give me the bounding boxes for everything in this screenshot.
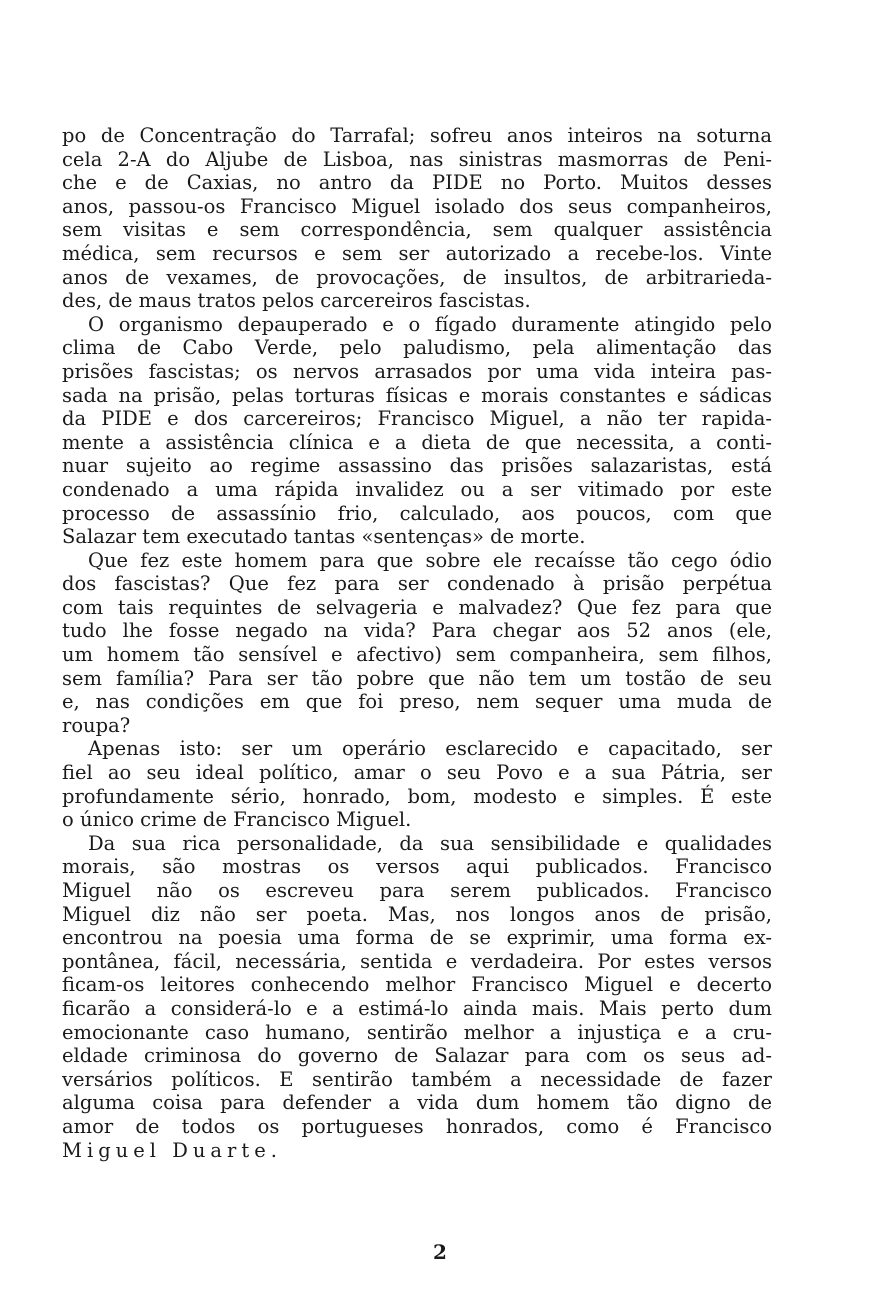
text-line: morais, são mostras os versos aqui publicados. Francisco: [62, 855, 772, 879]
text-line: médica, sem recursos e sem ser autorizado a recebe-los. Vinte: [62, 241, 772, 265]
text-line: alguma coisa para defender a vida dum homem tão digno de: [62, 1091, 772, 1115]
text-line: anos de vexames, de provocações, de insultos, de arbitrarieda-: [62, 265, 772, 289]
text-line: prisões fascistas; os nervos arrasados por uma vida inteira pas-: [62, 359, 772, 383]
text-line: amor de todos os portugueses honrados, como é Francisco: [62, 1114, 772, 1138]
text-line-author-name: Miguel Duarte.: [62, 1138, 282, 1162]
text-line: clima de Cabo Verde, pelo paludismo, pela alimentação das: [62, 336, 772, 360]
text-line: processo de assassínio frio, calculado, aos poucos, com que: [62, 501, 772, 525]
text-line: des, de maus tratos pelos carcereiros fascistas.: [62, 289, 531, 313]
text-line: roupa?: [62, 713, 131, 737]
text-line: Miguel diz não ser poeta. Mas, nos longos anos de prisão,: [62, 902, 772, 926]
text-line: Apenas isto: ser um operário esclarecido e capacitado, ser: [88, 737, 772, 761]
text-line: dos fascistas? Que fez para ser condenado à prisão perpétua: [62, 572, 772, 596]
text-line: com tais requintes de selvageria e malvadez? Que fez para que: [62, 595, 772, 619]
text-line: um homem tão sensível e afectivo) sem companheira, sem filhos,: [62, 643, 772, 667]
text-line: Miguel não os escreveu para serem publicados. Francisco: [62, 879, 772, 902]
text-line: encontrou na poesia uma forma de se exprimir, uma forma ex-: [62, 926, 772, 950]
text-line: ficam-os leitores conhecendo melhor Francisco Miguel e decerto: [62, 973, 772, 997]
text-line: eldade criminosa do governo de Salazar para com os seus ad-: [62, 1044, 772, 1068]
text-line: anos, passou-os Francisco Miguel isolado dos seus companheiros,: [62, 194, 772, 218]
paragraph-4: [62, 737, 772, 831]
text-line: mente a assistência clínica e a dieta de que necessita, a conti-: [62, 430, 772, 454]
text-line: tudo lhe fosse negado na vida? Para chegar aos 52 anos (ele,: [62, 619, 772, 643]
text-line: e, nas condições em que foi preso, nem sequer uma muda de: [62, 690, 772, 714]
text-line: che e de Caxias, no antro da PIDE no Porto. Muitos desses: [62, 171, 772, 195]
text-line: Da sua rica personalidade, da sua sensibilidade e qualidades: [88, 831, 772, 855]
text-line: da PIDE e dos carcereiros; Francisco Miguel, a não ter rapida-: [62, 407, 772, 431]
text-line: nuar sujeito ao regime assassino das prisões salazaristas, está: [62, 454, 772, 478]
text-line: emocionante caso humano, sentirão melhor a injustiça e a cru-: [62, 1020, 772, 1044]
text-line: fiel ao seu ideal político, amar o seu Povo e a sua Pátria, ser: [62, 761, 772, 785]
body-text: [62, 124, 772, 1162]
paragraph-1: [62, 124, 772, 313]
text-line: Salazar tem executado tantas «sentenças» de morte.: [62, 525, 586, 549]
text-line: o único crime de Francisco Miguel.: [62, 808, 412, 832]
paragraph-2: [62, 313, 772, 549]
text-line: cela 2-A do Aljube de Lisboa, nas sinistras masmorras de Peni-: [62, 147, 772, 171]
text-line: O organismo depauperado e o fígado duramente atingido pelo: [88, 312, 772, 336]
text-line: condenado a uma rápida invalidez ou a ser vitimado por este: [62, 477, 772, 501]
paragraph-3: [62, 549, 772, 738]
text-line: versários políticos. E sentirão também a necessidade de fazer: [62, 1067, 772, 1091]
paragraph-5: [62, 832, 772, 1162]
text-line: pontânea, fácil, necessária, sentida e verdadeira. Por estes versos: [62, 949, 772, 973]
text-line: po de Concentração do Tarrafal; sofreu anos inteiros na soturna: [62, 124, 772, 147]
text-line: sem visitas e sem correspondência, sem qualquer assistência: [62, 218, 772, 242]
text-line: sem família? Para ser tão pobre que não tem um tostão de seu: [62, 666, 772, 690]
text-line: sada na prisão, pelas torturas físicas e morais constantes e sádicas: [62, 383, 772, 407]
page-number: 2: [433, 1240, 447, 1264]
text-line: profundamente sério, honrado, bom, modesto e simples. É este: [62, 784, 772, 808]
text-line: Que fez este homem para que sobre ele recaísse tão cego ódio: [88, 548, 772, 572]
text-line: ficarão a considerá-lo e a estimá-lo ainda mais. Mais perto dum: [62, 996, 772, 1020]
